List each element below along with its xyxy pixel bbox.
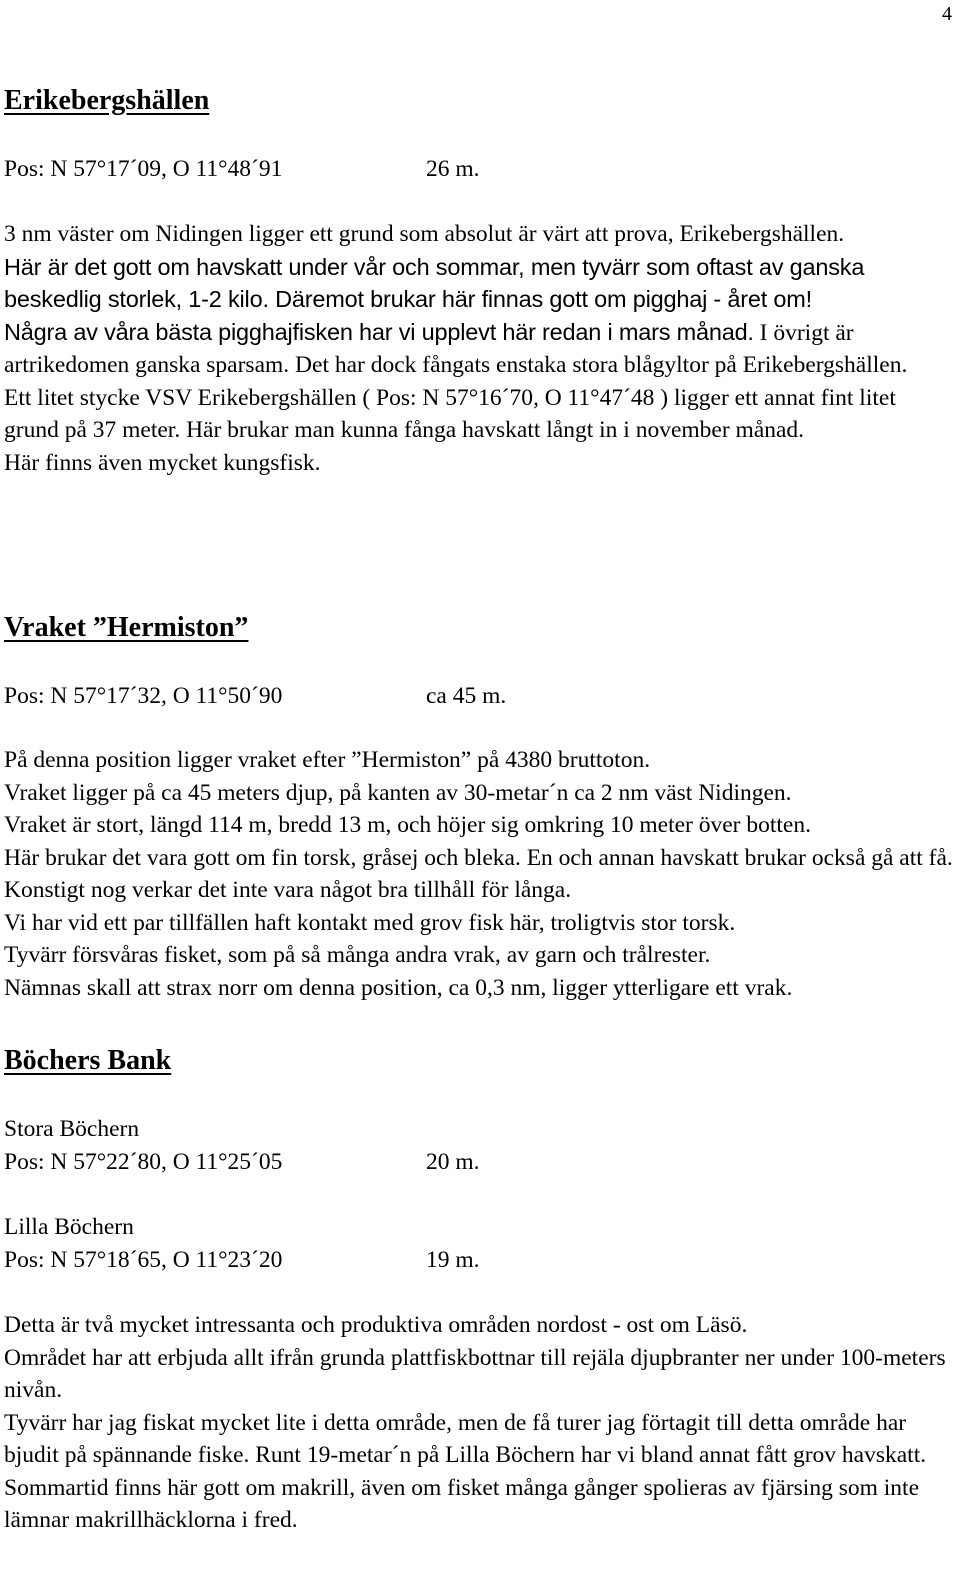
text-span: Det har dock fångats enstaka stora blågyltor på Erikebergshällen. [295,352,908,378]
paragraph: På denna position ligger vraket efter ”Hermiston” på 4380 bruttoton. [4,747,651,773]
section-heading-vraket-hermiston: Vraket ”Hermiston” [4,612,249,643]
depth-value: 20 m. [426,1149,480,1175]
paragraph: Här finns även mycket kungsfisk. [4,449,321,476]
paragraph: Vraket ligger på ca 45 meters djup, på kanten av 30-metar´n ca 2 nm väst Nidingen. [4,779,792,806]
section-text-bochers-bank [4,1309,956,1537]
depth-value: ca 45 m. [426,683,507,709]
paragraph: Området har att erbjuda allt ifrån grunda plattfiskbottnar till rejäla djupbranter ner under 100-meters nivån. [4,1344,946,1403]
text-span: I övrigt är artrikedomen ganska sparsam. [4,319,854,378]
section-heading-bochers-bank: Böchers Bank [4,1045,172,1076]
paragraph: Här brukar det vara gott om fin torsk, gråsej och bleka. En och annan havskatt brukar också gå att få. Konstigt nog verkar det inte vara något bra tillhåll för långa. [4,844,953,903]
position-coordinates: Pos: N 57°17´32, O 11°50´90 [4,683,283,709]
position-coordinates: Pos: N 57°18´65, O 11°23´20 [4,1247,283,1273]
depth-value: 26 m. [426,156,480,182]
section-text-erikebergshallen [4,218,956,479]
paragraph: Vraket är stort, längd 114 m, bredd 13 m, och höjer sig omkring 10 meter över botten. [4,812,811,838]
position-coordinates: Pos: N 57°22´80, O 11°25´05 [4,1149,283,1175]
text-span: Några av våra bästa pigghajfisken har vi upplevt här redan i mars månad. [4,318,754,345]
paragraph: 3 nm väster om Nidingen ligger ett grund som absolut är värt att prova, Erikebergshällen. [4,221,845,247]
paragraph: Ett litet stycke VSV Erikebergshällen ( Pos: N 57°16´70, O 11°47´48 ) ligger ett annat fint litet grund på 37 meter. Här brukar man kunna fånga havskatt långt in i november månad. [4,384,896,443]
depth-value: 19 m. [426,1247,480,1273]
page-number: 4 [942,3,952,25]
position-coordinates: Pos: N 57°17´09, O 11°48´91 [4,156,283,182]
paragraph: Här är det gott om havskatt under vår och sommar, men tyvärr som oftast av ganska beskedlig storlek, 1-2 kilo. Däremot brukar här finnas gott om pigghaj - året om! [4,253,865,312]
location-label: Lilla Böchern [4,1214,134,1240]
section-heading-erikebergshallen: Erikebergshällen [4,85,210,116]
paragraph: Detta är två mycket intressanta och produktiva områden nordost - ost om Läsö. [4,1312,748,1338]
paragraph: Vi har vid ett par tillfällen haft kontakt med grov fisk här, troligtvis stor torsk. [4,909,736,936]
paragraph: Tyvärr har jag fiskat mycket lite i detta område, men de få turer jag förtagit till detta område har bjudit på spännande fiske. Runt 19-metar´n på Lilla Böchern har vi bland annat fått grov havskatt. [4,1409,927,1468]
paragraph: Tyvärr försvåras fisket, som på så många andra vrak, av garn och trålrester. [4,942,711,968]
paragraph: Nämnas skall att strax norr om denna position, ca 0,3 nm, ligger ytterligare ett vrak. [4,974,793,1001]
paragraph: Sommartid finns här gott om makrill, även om fisket många gånger spolieras av fjärsing som inte lämnar makrillhäcklorna i fred. [4,1474,919,1533]
paragraph [4,316,956,382]
location-label: Stora Böchern [4,1116,140,1142]
section-text-vraket-hermiston [4,744,956,1004]
